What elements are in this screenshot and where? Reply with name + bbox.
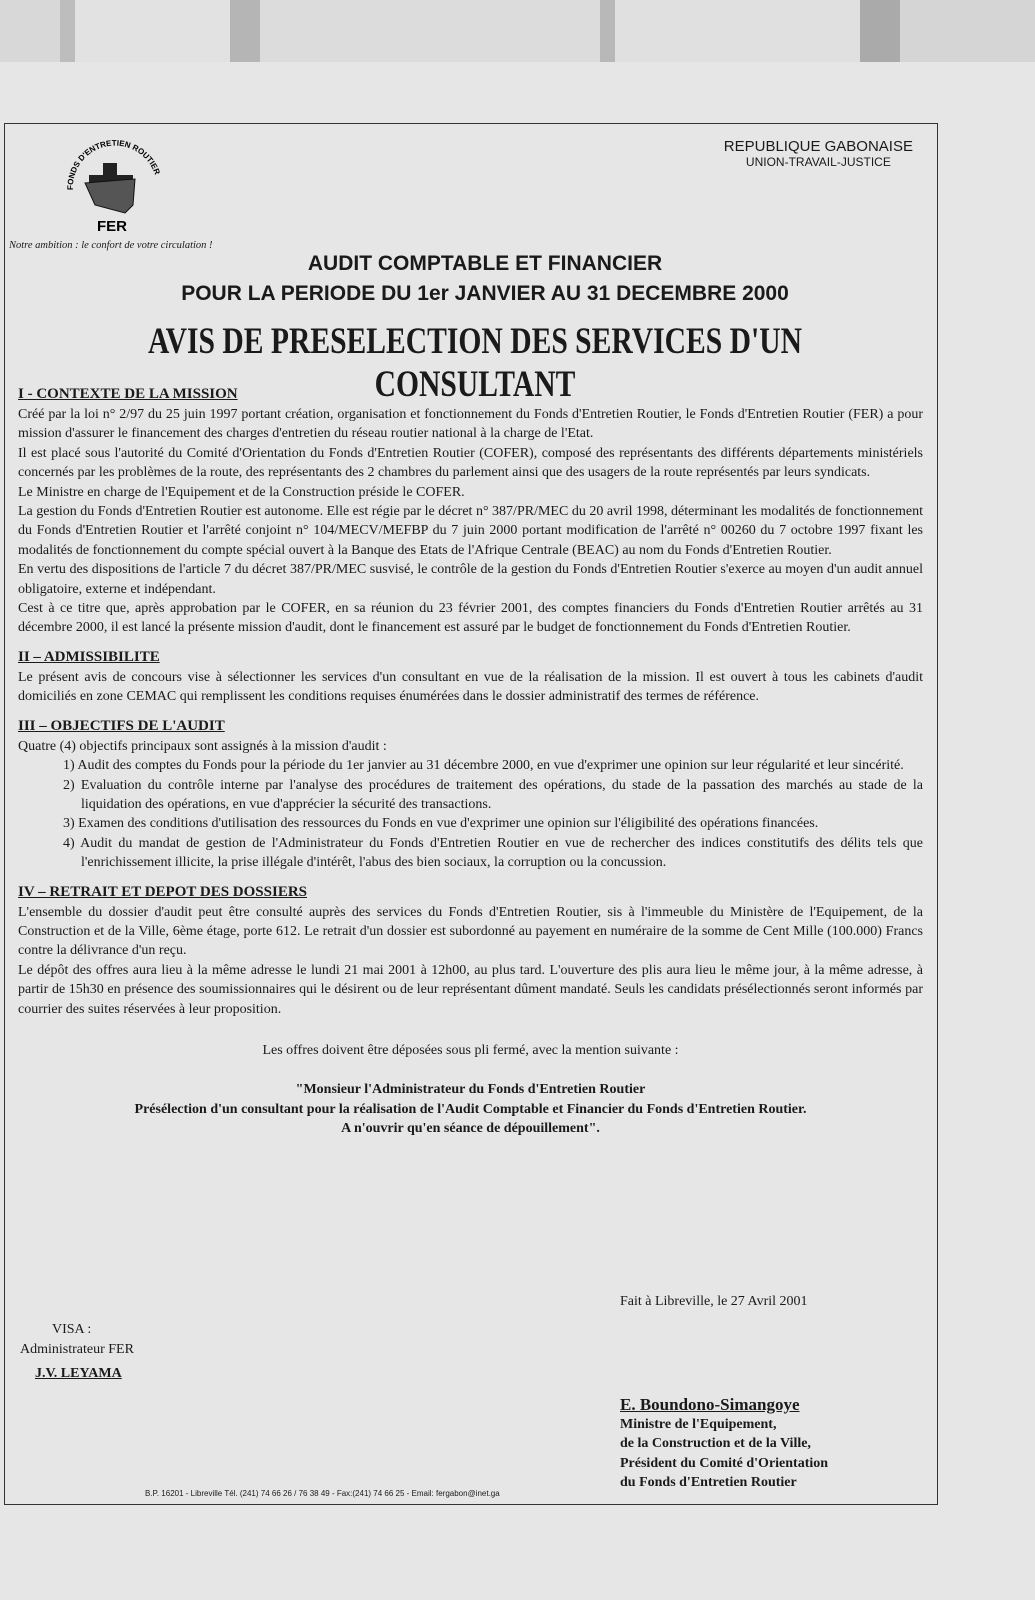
paragraph: Créé par la loi n° 2/97 du 25 juin 1997 portant création, organisation et fonctionnement du Fonds d'Entretien Routier, le Fonds d'Entretien Routier (FER) a pour mission d'assurer le financement des charges d'entretien du réseau routier national à la charge de l'Etat. (18, 407, 923, 442)
paragraph: La gestion du Fonds d'Entretien Routier est autonome. Elle est régie par le décret n° 387/PR/MEC du 20 avril 1998, déterminant les modalités de fonctionnement du Fonds d'Entretien Routier et l'arrêté conjoint n° 104/MECV/MEFBP du 7 juin 2000 portant modification de l'arrêté n° 00260 du 7 octobre 1997 fixant les modalités de fonctionnement du compte spécial ouvert à la Banque des Etats de l'Afrique Centrale (BEAC) au nom du Fonds d'Entretien Routier. (18, 504, 923, 558)
section-heading: III – OBJECTIFS DE L'AUDIT (18, 717, 225, 734)
mention-line: Présélection d'un consultant pour la réalisation de l'Audit Comptable et Financier du Fonds d'Entretien Routier. (134, 1101, 807, 1117)
signatory-block (620, 1395, 828, 1493)
list-item: 2) Evaluation du contrôle interne par l'analyse des procédures de traitement des opérations, du stade de la passation des marchés au stade de la liquidation des opérations, en vue d'apprécier la sécurité des transactions. (63, 777, 923, 812)
paragraph: L'ensemble du dossier d'audit peut être consulté auprès des services du Fonds d'Entretien Routier, sis à l'immeuble du Ministère de l'Equipement, de la Construction et de la Ville, 6ème étage, porte 612. Le retrait d'un dossier est subordonné au payement en numéraire de la somme de Cent Mille (100.000) Francs contre la délivrance d'un reçu. (18, 904, 923, 959)
scan-top-band (0, 0, 1035, 62)
submission-mention (18, 1080, 923, 1138)
paragraph: Quatre (4) objectifs principaux sont assignés à la mission d'audit : (18, 738, 387, 754)
tagline: Notre ambition : le confort de votre circulation ! (9, 240, 213, 251)
section-heading: IV – RETRAIT ET DEPOT DES DOSSIERS (18, 883, 307, 900)
list-item: 4) Audit du mandat de gestion de l'Administrateur du Fonds d'Entretien Routier en vue de rechercher des indices constitutifs des délits tels que l'enrichissement illicite, la prise illégale d'intérêt, l'abus des bien sociaux, la corruption ou la concussion. (63, 835, 923, 871)
signatory-title-line: du Fonds d'Entretien Routier (620, 1475, 797, 1490)
country-header (724, 138, 913, 169)
list-item: 3) Examen des conditions d'utilisation des ressources du Fonds en vue d'exprimer une opinion sur l'éligibilité des opérations financées. (63, 816, 819, 832)
signatory-title-line: Ministre de l'Equipement, (620, 1416, 777, 1432)
section-admissibility (18, 646, 923, 707)
mention-line: "Monsieur l'Administrateur du Fonds d'Entretien Routier (295, 1082, 646, 1098)
section-heading: II – ADMISSIBILITE (18, 648, 160, 665)
visa-role: Administrateur FER (20, 1342, 134, 1357)
fer-logo (55, 135, 175, 235)
signatory-name: E. Boundono-Simangoye (620, 1395, 800, 1414)
visa-name: J.V. LEYAMA (35, 1366, 122, 1381)
closing-intro: Les offres doivent être déposées sous pli fermé, avec la mention suivante : (262, 1042, 679, 1058)
title-line-1: AUDIT COMPTABLE ET FINANCIER (307, 252, 663, 275)
list-item: 1) Audit des comptes du Fonds pour la période du 1er janvier au 31 décembre 2000, en vue d'exprimer une opinion sur leur régularité et leur sincérité. (63, 758, 904, 774)
signatory-title-line: Président du Comité d'Orientation (620, 1455, 829, 1471)
svg-text:FONDS D'ENTRETIEN ROUTIER: FONDS D'ENTRETIEN ROUTIER (65, 138, 162, 191)
section-objectives (18, 715, 923, 873)
title-line-2: POUR LA PERIODE DU 1er JANVIER AU 31 DECEMBRE 2000 (181, 282, 789, 305)
paragraph: Le dépôt des offres aura lieu à la même adresse le lundi 21 mai 2001 à 12h00, au plus tard. L'ouverture des plis aura lieu le même jour, à la même adresse, à partir de 15h30 en présence des soumissionnaires qui le désirent ou de leur représentant dûment mandaté. Seuls les candidats présélectionnés seront informés par courrier des suites réservées à leur proposition. (18, 962, 923, 1017)
section-heading: I - CONTEXTE DE LA MISSION (18, 386, 238, 402)
objectives-list (18, 756, 923, 872)
notice-body (18, 383, 923, 1139)
paragraph: En vertu des dispositions de l'article 7 du décret 387/PR/MEC susvisé, le contrôle de la gestion du Fonds d'Entretien Routier s'exerce au moyen d'un audit annuel obligatoire, externe et indépendant. (18, 562, 923, 597)
country-name: REPUBLIQUE GABONAISE (723, 138, 913, 155)
place-date: Fait à Libreville, le 27 Avril 2001 (620, 1294, 808, 1309)
visa-block (20, 1320, 134, 1360)
paragraph: Le Ministre en charge de l'Equipement et de la Construction préside le COFER. (18, 484, 465, 500)
contact-footer: B.P. 16201 - Libreville Tél. (241) 74 66 26 / 76 38 49 - Fax:(241) 74 66 25 - Email: fergabon@inet.ga (145, 1489, 500, 1498)
svg-text:FER: FER (97, 218, 127, 235)
section-context (18, 383, 923, 638)
visa-label: VISA : (52, 1322, 92, 1337)
paragraph: Il est placé sous l'autorité du Comité d'Orientation du Fonds d'Entretien Routier (COFER), composé des représentants des différents départements ministériels concernés par les problèmes de la route, des représentants des 2 chambres du parlement ainsi que des usagers de la route représentés par leurs syndicats. (18, 445, 923, 481)
section-dossiers (18, 881, 923, 1019)
road-fund-logo-icon (55, 135, 175, 235)
signatory-title-line: de la Construction et de la Ville, (620, 1436, 811, 1451)
country-motto: UNION-TRAVAIL-JUSTICE (745, 155, 891, 169)
paragraph: Le présent avis de concours vise à sélectionner les services d'un consultant en vue de la réalisation de la mission. Il est ouvert à tous les cabinets d'audit domiciliés en zone CEMAC qui remplissent les conditions requises énumérées dans le dossier administratif des termes de référence. (18, 669, 923, 705)
paragraph: Cest à ce titre que, après approbation par le COFER, en sa réunion du 23 février 2001, des comptes financiers du Fonds d'Entretien Routier arrêtés au 31 décembre 2000, il est lancé la présente mission d'audit, dont le financement est assuré par le budget de fonctionnement du Fonds d'Entretien Routier. (18, 601, 923, 636)
main-title: AVIS DE PRESELECTION DES SERVICES D'UN CONSULTANT (148, 321, 802, 405)
mention-line: A n'ouvrir qu'en séance de dépouillement". (341, 1121, 600, 1137)
